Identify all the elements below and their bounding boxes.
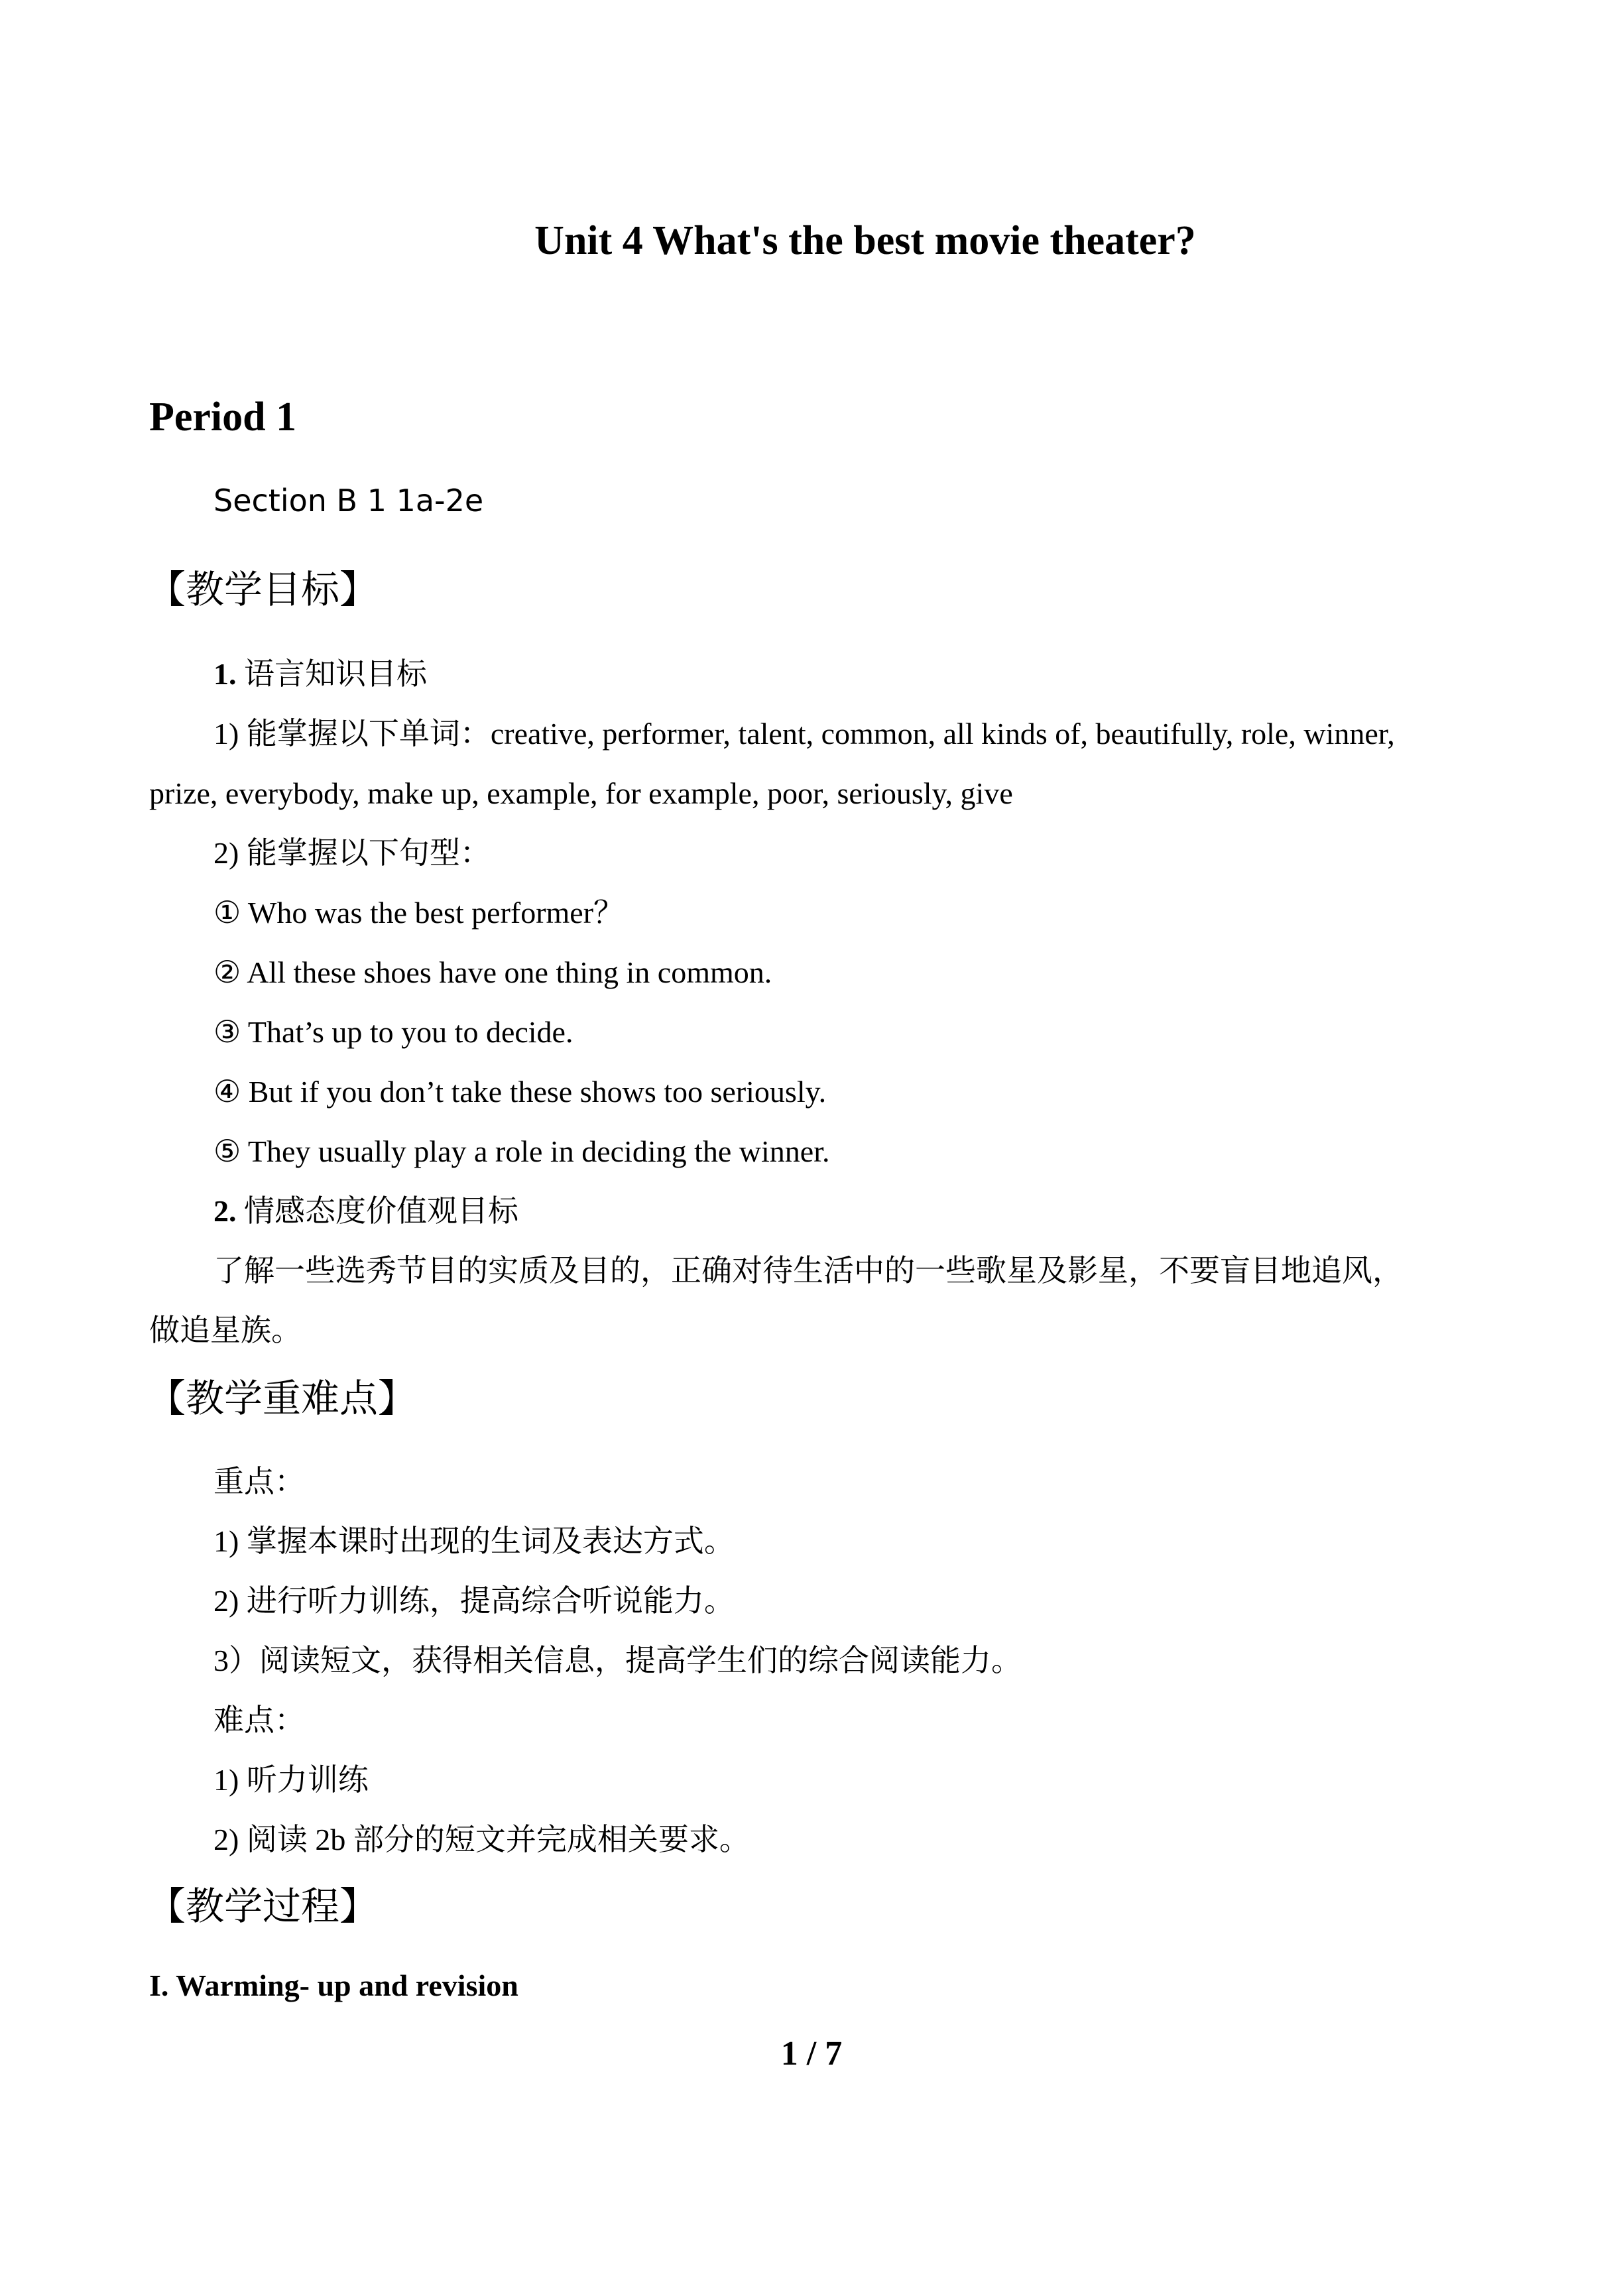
vocab-line-1: [213, 711, 1395, 757]
patterns-intro: 2) 能掌握以下句型：: [213, 836, 491, 870]
goal-1-heading: [213, 651, 427, 697]
process-step-1: I. Warming- up and revision: [149, 1968, 518, 2002]
difficult-label: 难点：: [213, 1703, 305, 1737]
key-item: 2) 进行听力训练，提高综合听说能力。: [213, 1584, 735, 1618]
goal-1-number: 1.: [213, 657, 237, 691]
vocab-words-1: creative, performer, talent, common, all kinds of, beautifully, role, winner,: [490, 717, 1395, 751]
goal-2-text-line-1: 了解一些选秀节目的实质及目的，正确对待生活中的一些歌星及影星，不要盲目地追风，: [213, 1254, 1403, 1288]
teaching-goals-heading: 【教学目标】: [147, 567, 379, 612]
key-points-heading: 【教学重难点】: [147, 1376, 417, 1421]
vocab-line-2: prize, everybody, make up, example, for example, poor, seriously, give: [149, 776, 1013, 810]
goal-2-number: 2.: [213, 1194, 237, 1228]
pattern-item: ⑤ They usually play a role in deciding the winner.: [213, 1134, 830, 1168]
page-number: 1 / 7: [780, 2035, 843, 2073]
section-label: Section B 1 1a-2e: [213, 483, 484, 518]
pattern-item: ③ That’s up to you to decide.: [213, 1015, 573, 1049]
pattern-item: ④ But if you don’t take these shows too seriously.: [213, 1075, 827, 1109]
goal-2-label: 情感态度价值观目标: [236, 1194, 518, 1228]
period-heading: Period 1: [149, 394, 297, 440]
process-heading: 【教学过程】: [147, 1884, 379, 1929]
goal-2-heading: [213, 1188, 518, 1235]
key-item: 1) 掌握本课时出现的生词及表达方式。: [213, 1524, 735, 1558]
pattern-item: ① Who was the best performer？: [213, 896, 625, 930]
pattern-item: ② All these shoes have one thing in common.: [213, 955, 772, 989]
difficult-item: 1) 听力训练: [213, 1763, 369, 1797]
difficult-item: 2) 阅读 2b 部分的短文并完成相关要求。: [213, 1823, 750, 1856]
document-title: Unit 4 What's the best movie theater?: [534, 218, 1196, 263]
goal-2-text-line-2: 做追星族。: [149, 1313, 302, 1347]
goal-1-label: 语言知识目标: [236, 657, 427, 691]
key-item: 3）阅读短文，获得相关信息，提高学生们的综合阅读能力。: [213, 1644, 1022, 1677]
vocab-intro: 1) 能掌握以下单词：: [213, 717, 491, 751]
key-label: 重点：: [213, 1465, 305, 1498]
